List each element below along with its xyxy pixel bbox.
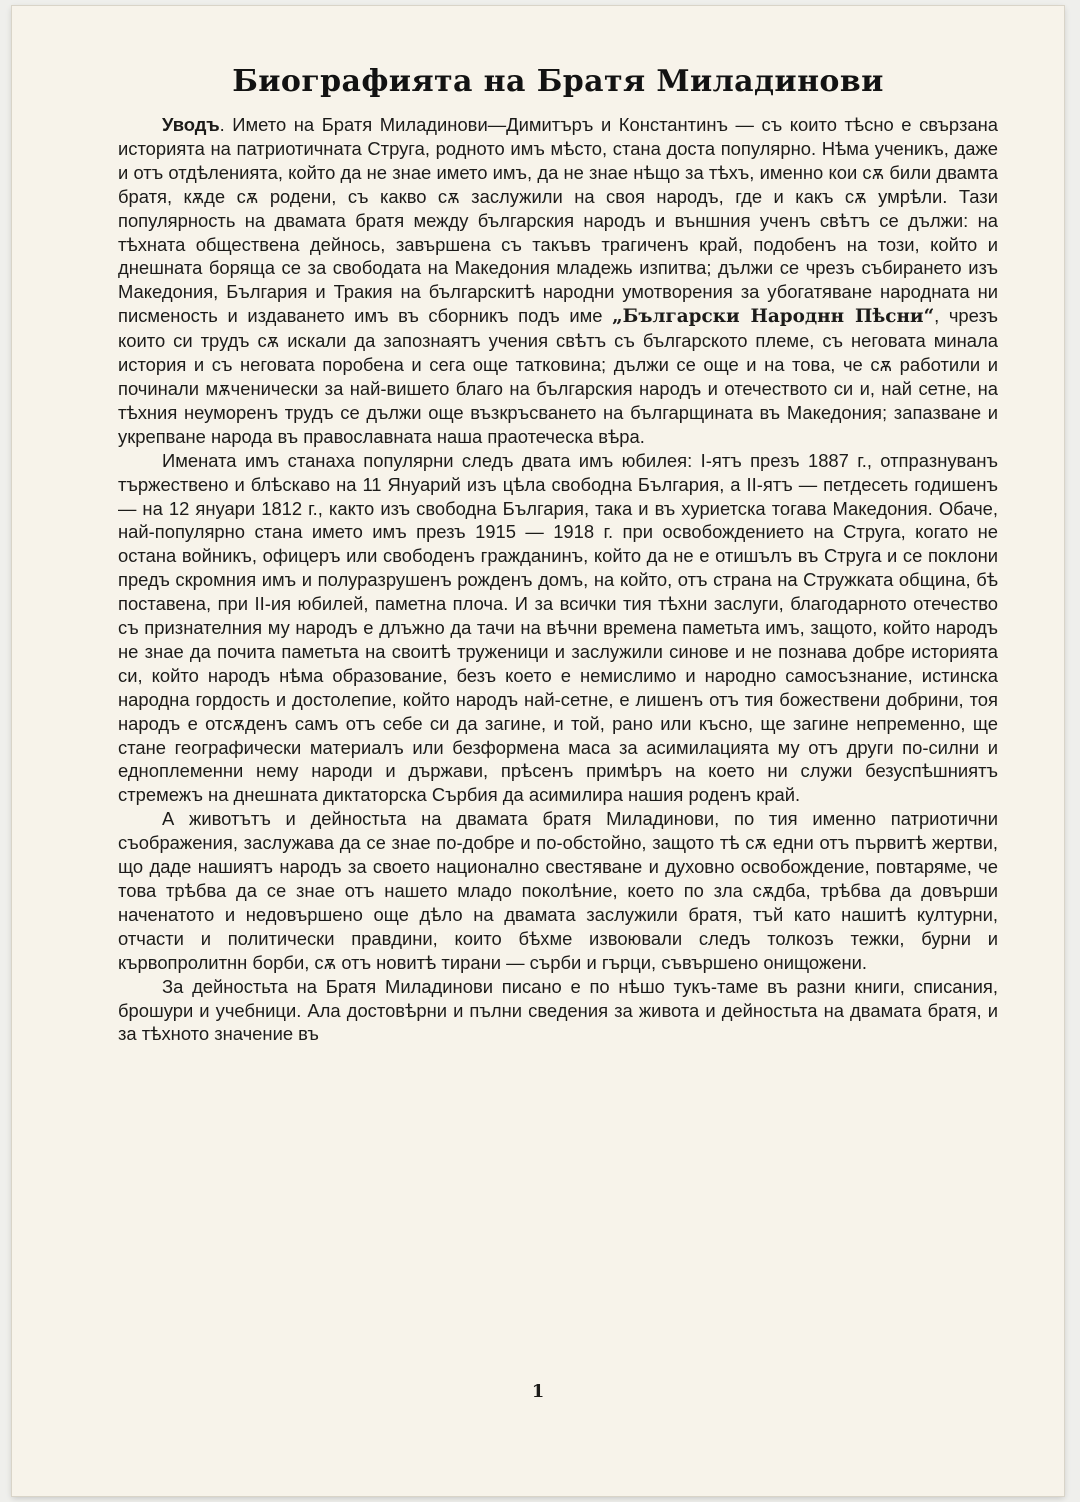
page-title: Биографията на Братя Миладинови	[232, 64, 884, 99]
lead-word: Уводъ	[162, 114, 220, 135]
paragraph-intro	[118, 113, 998, 449]
body-text	[118, 113, 998, 1046]
page-body	[118, 64, 998, 1046]
paragraph-sources: За дейностьта на Братя Миладинови писано е по нѣшо тукъ-таме въ разни книги, списания, брошури и учебници. Ала достовѣрни и пълни сведения за живота и дейностьта на двамата братя, и за тѣхното значение въ	[118, 975, 998, 1045]
book-title: „Български Народнн Пѣсни“	[612, 306, 935, 328]
document-page	[12, 6, 1064, 1496]
paragraph-jubilees: Имената имъ станаха популярни следъ двата имъ юбилея: I-ятъ презъ 1887 г., отпразнуванъ тържествено и блѣскаво на 11 Януарий изъ цѣла свободна България, а II-ятъ — петдесеть годишенъ— на 12 януари 1812 г., както изъ свободна България, така и въ хуриетска тогава Македония. Обаче, най-популярно стана името имъ презъ 1915 — 1918 г. при освобождението на Струга, когато не остана войникъ, офицеръ или свободенъ гражданинъ, който да не е отишълъ въ Струга и се поклони предъ скромния имъ и полуразрушенъ рожденъ домъ, на който, отъ страна на Стружката община, бѣ поставена, при II-ия юбилей, паметна плоча. И за всички тия тѣхни заслуги, благодарното отечество съ признателния му народъ е длъжно да тачи на вѣчни времена паметьта имъ, защото, който народъ не знае да почита паметьта на своитѣ труженици и заслужили синове и не познава добре историята си, който народъ нѣма образование, безъ което е немислимо и народно самосъзнание, истинска народна гордость и достолепие, който народъ най-сетне, е лишенъ отъ тия божествени добрини, тоя народъ е отсѫденъ самъ отъ себе си да загине, и той, рано или късно, ще загине непременно, ще стане географически материалъ или безформена маса за асимилацията му отъ други по-силни и едноплеменни нему народи и държави, прѣсенъ примѣръ на което ни служи безуспѣшниятъ стремежъ на днешната диктаторска Сърбия да асимилира нашия роденъ край.	[118, 449, 998, 806]
paragraph-life: А животътъ и дейностьта на двамата братя Миладинови, по тия именно патриотични съображения, заслужава да се знае по-добре и по-обстойно, защото тѣ сѫ едни отъ първитѣ жертви, що даде нашиятъ народъ за своето национално свестяване и духовно освобождение, повтаряме, че това трѣбва да се знае отъ нашето младо поколѣние, което по зла сѫдба, трѣбва да довърши наченатото и недовършено още дѣло на двамата заслужили братя, тъй като нашитѣ културни, отчасти и политически правдини, които бѣхме извоювали следъ толкозъ тежки, бурни и кървопролитнн борби, сѫ отъ новитѣ тирани — сърби и гърци, съвършено онищожени.	[118, 808, 998, 973]
page-number: 1	[531, 1381, 545, 1402]
paragraph-intro-part1: . Името на Братя Миладинови—Димитъръ и Константинъ — съ които тѣсно е свързана историята на патриотичната Струга, родното имъ мѣсто, стана доста популярно. Нѣма ученикъ, даже и отъ отдѣленията, който да не знае името имъ, да не знае нѣщо за тѣхъ, именно кои сѫ били двамта братя, кѫде сѫ родени, съ какво сѫ заслужили на своя народъ, где и какъ сѫ умрѣли. Тази популярность на двамата братя между българския народъ и външния ученъ свѣтъ се дължи: на тѣхната обществена дейнось, завършена съ такъвъ трагиченъ край, подобенъ на този, който и днешната боряща се за свободата на Македония младежь изпитва; дължи се чрезъ събирането изъ Македония, България и Тракия на българскитѣ народни умотворения за убогатяване народната ни писменость и издаването имъ въ сборникъ подъ име	[118, 114, 998, 327]
paragraph-intro-part2: , чрезъ които си трудъ сѫ искали да запознаятъ учения свѣтъ съ българското племе, съ неговата минала история и съ неговата поробена и сега още татковина; дължи се още и на това, че сѫ работили и починали мѫченически за най-вишето благо на българския народъ и отечеството си и, най сетне, на тѣхния неуморенъ трудъ се дължи още възкръсването на българщината въ Македония; запазване и укрепване народа въ православната наша праотеческа вѣра.	[118, 305, 999, 447]
